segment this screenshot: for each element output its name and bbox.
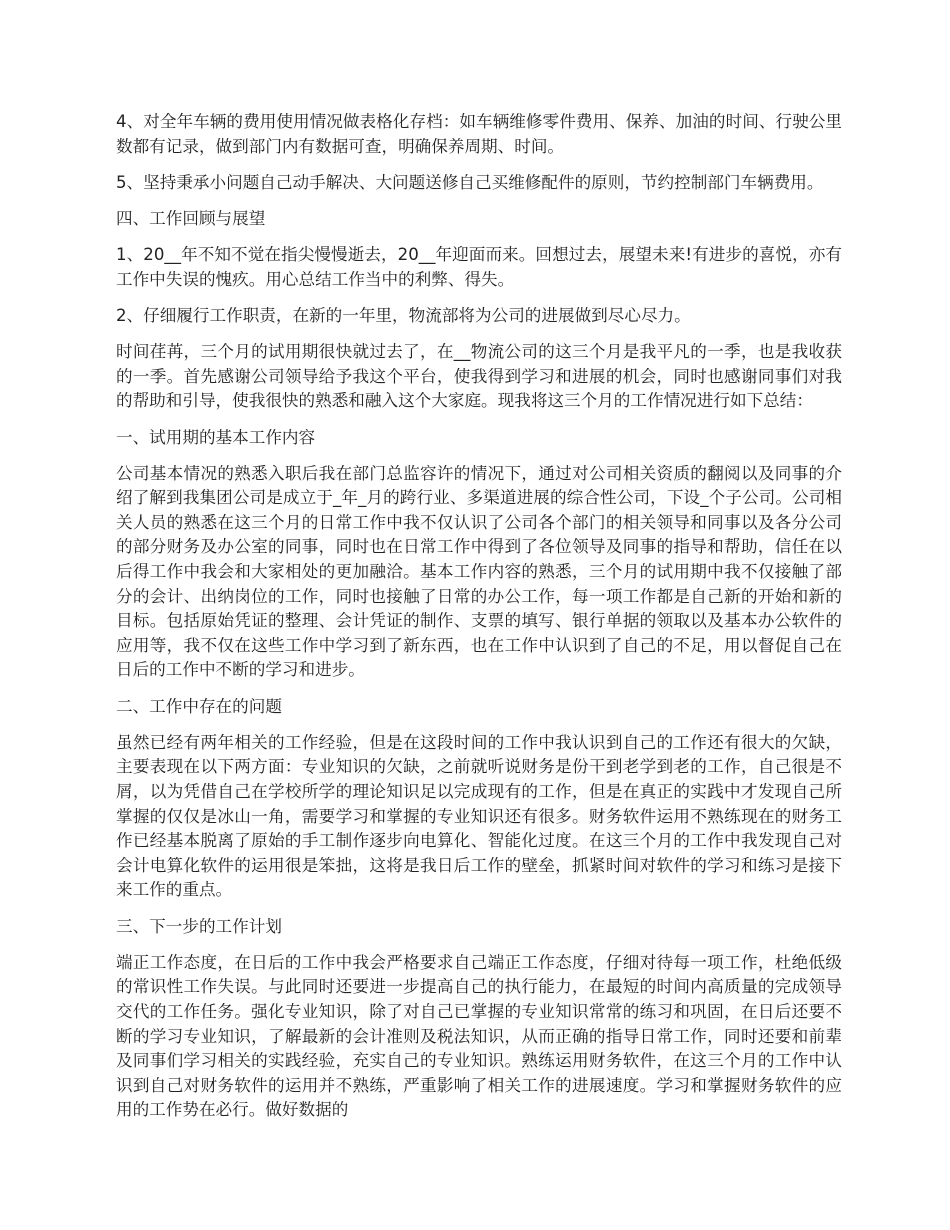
document-page [116,110,842,1135]
section-heading-basic-work: 一、试用期的基本工作内容 [116,427,316,447]
basic-work-paragraph: 公司基本情况的熟悉入职后我在部门总监容许的情况下，通过对公司相关资质的翻阅以及同事的介绍了解到我集团公司是成立于_年_月的跨行业、多渠道进展的综合性公司，下设_个子公司。公司相关人员的熟悉在这三个月的日常工作中我不仅认识了公司各个部门的相关领导和同事以及各分公司的部分财务及办公室的同事，同时也在日常工作中得到了各位领导及同事的指导和帮助，信任在以后得工作中我会和大家相处的更加融洽。基本工作内容的熟悉，三个月的试用期中我不仅接触了部分的会计、出纳岗位的工作，同时也接触了日常的办公工作，每一项工作都是自己新的开始和新的目标。包括原始凭证的整理、会计凭证的制作、支票的填写、银行单据的领取以及基本办公软件的应用等，我不仅在这些工作中学习到了新东西，也在工作中认识到了自己的不足，用以督促自己在日后的工作中不断的学习和进步。 [116,463,842,680]
vehicle-cost-archiving-paragraph: 4、对全年车辆的费用使用情况做表格化存档：如车辆维修零件费用、保养、加油的时间、行驶公里数都有记录，做到部门内有数据可查，明确保养周期、时间。 [116,112,842,156]
probation-intro-paragraph: 时间荏苒，三个月的试用期很快就过去了，在__物流公司的这三个月是我平凡的一季，也是我收获的一季。首先感谢公司领导给予我这个平台，使我得到学习和进展的机会，同时也感谢同事们对我的帮助和引导，使我很快的熟悉和融入这个大家庭。现我将这三个月的工作情况进行如下总结： [116,342,842,411]
next-plan-paragraph: 端正工作态度，在日后的工作中我会严格要求自己端正工作态度，仔细对待每一项工作，杜绝低级的常识性工作失误。与此同时还要进一步提高自己的执行能力，在最短的时间内高质量的完成领导交代的工作任务。强化专业知识，除了对自己已掌握的专业知识常常的练习和巩固，在日后还要不断的学习专业知识，了解最新的会计准则及税法知识，从而正确的指导日常工作，同时还要和前辈及同事们学习相关的实践经验，充实自己的专业知识。熟练运用财务软件，在这三个月的工作中认识到自己对财务软件的运用并不熟练，严重影响了相关工作的进展速度。学习和掌握财务软件的应用的工作势在必行。做好数据的 [116,952,842,1120]
problems-paragraph: 虽然已经有两年相关的工作经验，但是在这段时间的工作中我认识到自己的工作还有很大的欠缺，主要表现在以下两方面：专业知识的欠缺，之前就听说财务是份干到老学到老的工作，自己很是不屑，以为凭借自己在学校所学的理论知识足以完成现有的工作，但是在真正的实践中才发现自己所掌握的仅仅是冰山一角，需要学习和掌握的专业知识还有很多。财务软件运用不熟练现在的财务工作已经基本脱离了原始的手工制作逐步向电算化、智能化过度。在这三个月的工作中我发现自己对会计电算化软件的运用很是笨拙，这将是我日后工作的壁垒，抓紧时间对软件的学习和练习是接下来工作的重点。 [116,732,842,900]
section-heading-next-plan: 三、下一步的工作计划 [116,916,282,936]
section-heading-problems: 二、工作中存在的问题 [116,696,282,716]
vehicle-repair-principle-paragraph: 5、坚持秉承小问题自己动手解决、大问题送修自己买维修配件的原则，节约控制部门车辆费用。 [116,172,824,192]
section-heading-review-outlook: 四、工作回顾与展望 [116,208,266,228]
year-review-paragraph: 1、20__年不知不觉在指尖慢慢逝去，20__年迎面而来。回想过去，展望未来!有进步的喜悦，亦有工作中失误的愧疚。用心总结工作当中的利弊、得失。 [116,245,842,289]
duty-fulfillment-paragraph: 2、仔细履行工作职责，在新的一年里，物流部将为公司的进展做到尽心尽力。 [116,305,691,325]
